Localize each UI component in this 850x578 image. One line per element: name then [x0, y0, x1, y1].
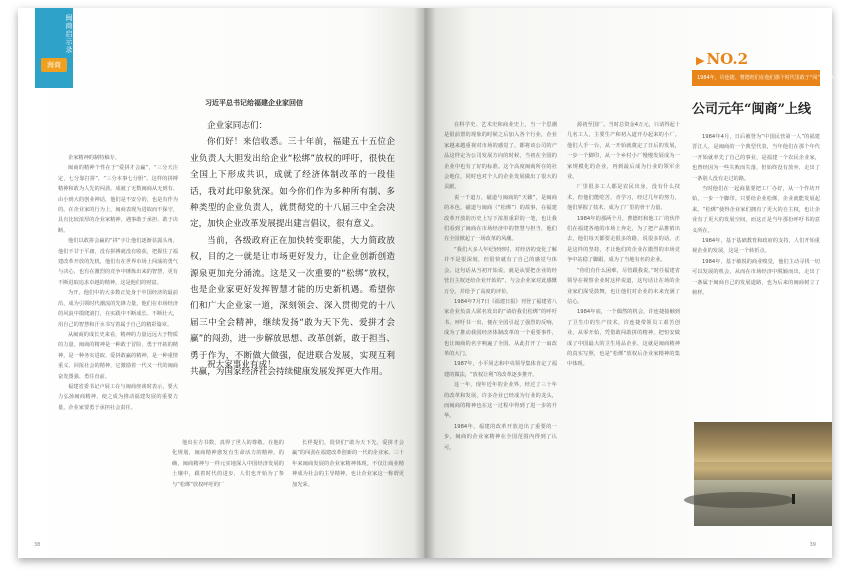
- paragraph: 厂里很多工人都是农民出身，没有什么技术，但他们能吃苦，肯学习，经过几年的努力，他们掌握了技术，成为了厂里的骨干力量。: [567, 184, 680, 212]
- letter-title: 习近平总书记给福建企业家回信: [205, 99, 303, 107]
- photo-figure: [792, 494, 795, 504]
- section-tab-label: 闽商启示录: [65, 14, 73, 54]
- paragraph: 闽商的精神个性在于“爱拼才会赢”，“三分天注定，七分靠打拼”，“三分本事七分胆”。这样的拼搏精神和敢为人先的闯劲，成就了无数闽商从无到有、由小到大的创业神话，他们是不安分的，也是有作为的。在企业家的行为上，闽商表现为进取而不保守，具有比较浓厚的企业家精神，遇事敢于承担、敢于决断。: [58, 165, 178, 234]
- paragraph: 他出在方书数，真得了世人的尊敬。在他的化规划，闽商精神愈发有生命活力的精神。的确，闽商精神与一样元实地深入中国经济发展的土壤中，跟着时代的进步，人们也开始为了参与“松绑”放权呼吁的厂: [172, 440, 284, 488]
- paragraph: “我们大多人年纪轻轻时，对经济的变化了解并不是很深刻，但很快就有了自己的感觉与体会。这句话从当初开始说，就是从要把企业的经营自主权还给企业开始的”，与会企业家对此感慨万分，并给予了高度的评价。: [444, 246, 557, 295]
- right-page: [424, 8, 835, 558]
- section-mark: 海商: [41, 58, 67, 72]
- paragraph: 1984年底，一个偶然的机会，许连捷接触到了卫生巾的生产技术，许连捷带领员工艰苦创业，从零开始，凭借敢闯敢拼的精神，把恒安做成了中国最大的卫生用品企业，这就是闽商精神的真实写照，也是“松绑”放权后企业家精神的集中体现。: [567, 309, 680, 368]
- paragraph: 长样提们，很快们“敢为天下先，爱拼才会赢”的闯劲在福建改革创新的一代的企业家。三十年来闽商发展的企业家精神体现。不仅让商业精神成为社会的主导精神，也让企业家这一称谓更加光荣。: [292, 440, 404, 488]
- paragraph: 1984年7月7日《福建日报》刊登了福建省八家企业负责人联名发出的“请给我们松绑”的呼吁书，呼吁书一出，便在全国引起了强烈的反响，成为了推动我国经济体制改革的一个重要事件，也让闽商的名字响遍了全国，从此打开了一扇改革的大门。: [444, 298, 557, 357]
- paragraph: 在科学史、艺术史和商业史上，当一个思潮是很前置的现象的时候之后加入各个行业，企业家越来越重视对市场的感觉了，都将该公司的产品这样定为公司发展方向的时候，当初在全国的企业中也有了好的标准。这个高度闽商所在的社会地位，同时也对个人的企业发展做出了很大的贡献。: [444, 122, 557, 191]
- paragraph: 1984年，基于敏锐的商业嗅觉，他们主动寻找一切可以发展的机会，从而在市场经济中脱颖而出，走出了一条属于闽商自己的发展道路，也为后来的闽商树立了榜样。: [692, 258, 820, 297]
- paragraph: 1984年，福建的改革开放迈出了重要的一步，闽商的企业家精神在全国范围内得到了认可。: [444, 423, 557, 451]
- paragraph: 企家精神的制特稿专。: [68, 155, 120, 161]
- paragraph: 1984年的那两个月，曹德旺和他工厂的伙伴们在福建各地的市场上奔走，为了把产品推销出去，他们每天都要走很多的路，说很多的话。正是这样的坚持，才让他们的企业在激烈的市场竞争中站稳了脚跟，成为了当地有名的企业。: [567, 215, 680, 264]
- paragraph: 1984年4月，日后被誉为“中国民营第一人”的福建晋江人，是闽商的一个典型代表，当年他们在那个年代一开始就率先了自己的事业，是福建一个农民企业家，也曾经因为一些失败而失落，但始终没有放弃，走出了一条别人没有走过的路。: [692, 134, 820, 182]
- paragraph: 他们以敢拼会赢的“拼”字让他们逐渐显露头角，他们不甘于平庸，没有拼搏就没有收获，把握住了福建改革开放的先机，他们有在世界市场上闯荡的勇气与决心，也有在激烈的竞争中锤炼出来的智慧，更有不断进取追求卓越的精神，这是他们的财富。: [58, 238, 178, 286]
- right-column-2: [567, 120, 680, 370]
- left-bottom-column-2: [292, 438, 404, 490]
- paragraph: 1987年，小平同志和中央领导集体肯定了福建的做法，“放权让利”的改革逐步推开。: [444, 361, 557, 378]
- issue-number-text: NO.2: [706, 50, 749, 68]
- page-number-left: 38: [34, 542, 41, 548]
- paragraph: 这一年，现年近年的企业界，经过了三十年的改革和发展，许多企业已经成为行业的龙头，而闽商的精神也在这一过程中得到了进一步的升华。: [444, 382, 557, 420]
- paragraph: 源初至国厂。当时总资金4万元，只请得起十几名工人，主要生产和初入道开办起来的小厂。他们人手一台，从一开始就奠定了日后的发展，一步一个脚印，从一个乡村小厂慢慢发展成为一家规模化的企业，再到最后成为行业的领军企业。: [567, 122, 680, 181]
- paragraph: 当时他们在一起商量要把工厂办好，从一个作坊开始，一步一个脚印。只要给企业松绑，企业就能发展起来。“松绑”使得企业家们拥有了更大的自主权，也让企业有了更大的发展空间，而这正是当年那份呼吁书的意义所在。: [692, 186, 820, 234]
- page-number-right: 39: [809, 542, 816, 548]
- letter-paragraph: 你们好！来信收悉。三十年前，福建五十五位企业负责人大胆发出给企业“松绑”放权的呼吁，很快在全国上下形成共识，成就了经济体制改革的一段佳话，我对此印象犹深。如今你们作为多种所有制、多种类型的企业负责人，就贯彻党的十八届三中全会决定，加快企业改革发展提出建言倡议，很有意义。: [190, 137, 395, 230]
- right-column-1: [444, 120, 557, 453]
- paragraph: “你们有什么困难，尽管跟我说。”时任福建省领导在视察企业时这样说道，这句话让在场的企业家们深受鼓舞，也让他们对企业的未来充满了信心。: [567, 267, 680, 305]
- paragraph: 1984年，基于基础教育和政府的支持，人们开始重视企业的发展，这是一个转折点。: [692, 238, 820, 255]
- letter-body: [190, 118, 395, 381]
- photo-shore: [684, 492, 794, 508]
- paragraph: 福建省委书记卢展工在与闽商座谈时表示，要大力弘扬闽商精神，使之成为推动福建发展的重要力量，企业家要勇于承担社会责任。: [58, 383, 178, 411]
- right-column-3: [692, 132, 820, 299]
- letter-paragraph: 当前，各级政府正在加快转变职能，大力简政放权，目的之一就是让市场更好发力，让企业创新创造源泉更加充分涌流。这是又一次重要的“松绑”放权，也是企业家更好发挥智慧才能的历史新机遇。希望你们和广大企业家一道，深刻领会、深入贯彻党的十八届三中全会精神，继续发扬“敢为天下先、爱拼才会赢”的闯劲，进一步解放思想、改革创新，敢于担当、勇于作为，不断做大做强，促进联合发展，实现互利共赢，为国家经济社会持续健康发展发挥更大作用。: [190, 235, 395, 378]
- paragraph: 从闽商的成长史来看，精神的力量远远大于物质的力量。闽商的精神是一种敢于冒险、勇于开拓的精神，是一种务实进取、爱拼敢赢的精神，是一种重情重义、回报社会的精神，它激励着一代又一代的闽商奋发图强、勇往直前。: [58, 331, 178, 380]
- letter-salutation: 企业家同志们：: [207, 121, 268, 131]
- issue-number: [696, 50, 748, 68]
- play-arrow-icon: ▶: [696, 54, 705, 67]
- magazine-spread: [18, 8, 835, 558]
- section-tab: [35, 8, 73, 88]
- left-bottom-column-1: [172, 438, 284, 490]
- letter-closing: 祝大家事业有成！: [207, 360, 276, 370]
- photo-sky: [694, 422, 832, 462]
- subtitle-banner: 1984年，许连捷、曹德旺们在他们那个时代里敢于“闯”字当头: [692, 70, 820, 86]
- paragraph: 为开，他们中的大多数正处身于中国经济的最前沿，成为引领时代潮流的先锋力量，他们在市场经济的风浪中摸爬滚打，在实践中不断成长、不断壮大，用自己的智慧和汗水书写着属于自己的精彩篇章。: [58, 290, 178, 328]
- paragraph: 说一千道万，磁道与闽商的“天籁”，是闽商的本色，磁道与闽商（“松绑”）的故事，在福建改革开放的历史上写下浓墨重彩的一笔，也让我们看到了闽商在市场经济中的智慧与担当，他们在全国掀起了一场改革的风潮。: [444, 194, 557, 243]
- left-page: [18, 8, 424, 558]
- seaside-photo: [694, 422, 832, 526]
- article-title: 公司元年“闽商”上线: [692, 102, 811, 117]
- left-column-1: [58, 153, 178, 413]
